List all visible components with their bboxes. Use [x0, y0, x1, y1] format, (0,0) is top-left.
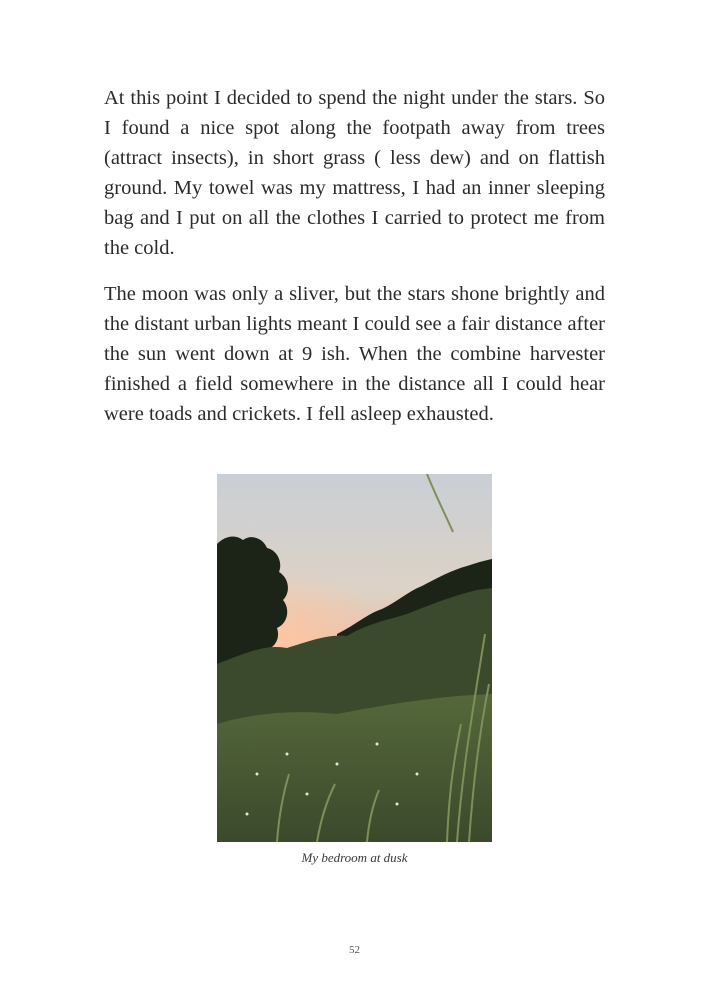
dusk-photo-illustration — [217, 474, 492, 842]
dusk-photo — [217, 474, 492, 842]
photo-caption: My bedroom at dusk — [301, 850, 408, 865]
foreground-grass — [217, 694, 492, 842]
paragraph-1: At this point I decided to spend the night under the stars. So I found a nice spot along the footpath away from trees (attract insects), in short grass ( less dew) and on flattish ground. My towel was my mattress, I had an inner sleeping bag and I put on all the clothes I carried to protect me from the cold. — [104, 87, 605, 259]
page-number: 52 — [349, 944, 360, 956]
paragraph-2: The moon was only a sliver, but the stars shone brightly and the distant urban lights meant I could see a fair distance after the sun went down at 9 ish. When the combine harvester finished a field somewhere in the distance all I could hear were toads and crickets. I fell asleep exhausted. — [104, 283, 605, 425]
body-text — [104, 83, 605, 445]
